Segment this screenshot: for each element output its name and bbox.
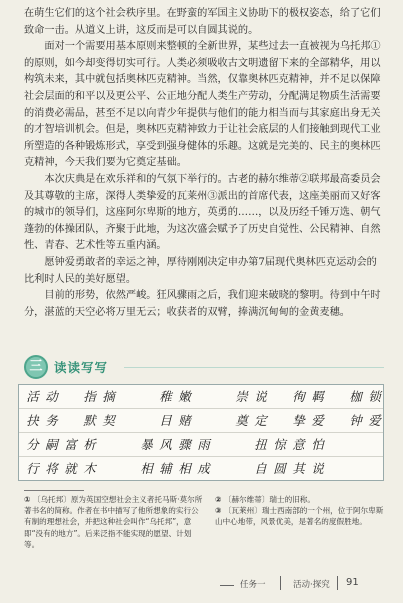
paragraph: 愿钟爱勇敢者的幸运之神，厚待刚刚决定申办第7届现代奥林匹克运动会的比利时人民的美好愿望。 xyxy=(24,256,377,285)
grid-character: 指 xyxy=(83,389,96,404)
grid-character: 圆 xyxy=(273,461,286,476)
footnote-text: 〔赫尔维蒂〕瑞士的旧称。 xyxy=(223,495,315,504)
grid-character: 爱 xyxy=(368,413,381,428)
grid-character: 务 xyxy=(45,413,58,428)
section-title: 读读写写 xyxy=(54,360,109,375)
page-footer xyxy=(0,578,403,592)
footnote-mark: ② xyxy=(215,495,222,504)
footer-divider xyxy=(280,576,281,590)
grid-row xyxy=(19,457,383,481)
footnote-text: 〔乌托邦〕原为英国空想社会主义者托马斯·莫尔所著书名的简称。作者在书中描写了他所想象的实行公有制的理想社会，并把这种社会叫作“乌托邦”，意即“没有的地方”。后来泛指不能实现的愿望、计划等。 xyxy=(24,495,203,549)
body-text xyxy=(24,6,384,321)
footnote-mark: ① xyxy=(24,495,31,504)
footer-mark xyxy=(220,585,234,586)
grid-character: 自 xyxy=(254,461,267,476)
grid-character: 嗣 xyxy=(45,437,58,452)
footer-unit: 任务一 xyxy=(240,580,266,590)
grid-character: 意 xyxy=(292,437,305,452)
grid-row xyxy=(19,409,383,433)
grid-character: 就 xyxy=(64,461,77,476)
grid-character: 抉 xyxy=(26,413,39,428)
grid-character: 摘 xyxy=(102,389,115,404)
grid-character: 锁 xyxy=(368,389,381,404)
grid-character: 相 xyxy=(178,461,191,476)
grid-character: 风 xyxy=(159,437,172,452)
grid-character: 暴 xyxy=(140,437,153,452)
divider xyxy=(124,367,384,368)
paragraph: 在萌生它们的这个社会秩序里。在野蛮的军国主义协助下的极权姿态，给了它们致命一击。从道义上讲，这反而是可以自圆其说的。 xyxy=(24,8,381,36)
grid-character: 挚 xyxy=(292,413,305,428)
grid-character: 嫩 xyxy=(178,389,191,404)
grid-character: 雨 xyxy=(197,437,210,452)
section-number-badge: 三 xyxy=(24,355,48,379)
paragraph: 本次庆典是在欢乐祥和的气氛下举行的。古老的赫尔维蒂②联邦最高委员会及其尊敬的主席，深得人类挚爱的瓦莱州③派出的首席代表，这座美丽而又好客的城市的领导们，这座阿尔卑斯的地方，英勇的……，以及历经千锤万选、朝气蓬勃的体操团队，齐聚于此地，为这次盛会赋予了历史自觉性、公民精神、自然性、青春、艺术性等五重内涵。 xyxy=(24,173,381,252)
grid-character: 动 xyxy=(45,389,58,404)
grid-row xyxy=(19,433,383,457)
grid-character: 辅 xyxy=(159,461,172,476)
paragraph: 面对一个需要用基本原则来整顿的全新世界，某些过去一直被视为乌托邦①的原则，如今却变得切实可行。人类必须吸收古文明遗留下来的全部精华，用以构筑未来，其中就包括奥林匹克精神。当然，仅靠奥林匹克精神，并不足以保障社会层面的和平以及更公平、公正地分配人类生产劳动，分配满足物质生活需要的消费必需品，甚至不足以向青少年提供与他们的能力相当而与其家庭出身无关的才智培训机会。但是，奥林匹克精神致力于让社会底层的人们接触到现代工业所塑造的各种锻炼形式，享受到强身健体的乐趣。这就是完美的、民主的奥林匹克精神，今天我们要为它奠定基础。 xyxy=(24,41,381,169)
grid-character: 分 xyxy=(26,437,39,452)
vocabulary-grid xyxy=(18,384,384,481)
grid-character: 目 xyxy=(159,413,172,428)
grid-character: 说 xyxy=(311,461,324,476)
footer-divider xyxy=(337,576,338,590)
grid-character: 默 xyxy=(83,413,96,428)
grid-character: 相 xyxy=(140,461,153,476)
footer-activity: 活动·探究 xyxy=(293,580,330,590)
paragraph: 目前的形势，依然严峻。狂风骤雨之后，我们迎来破晓的黎明。待到中午时分，湛蓝的天空必将万里无云；收获者的双臂，捧满沉甸甸的金黄麦穗。 xyxy=(24,290,381,318)
grid-character: 奠 xyxy=(235,413,248,428)
grid-character: 富 xyxy=(64,437,77,452)
footnote-2-3 xyxy=(215,494,385,528)
grid-character: 赌 xyxy=(178,413,191,428)
grid-character: 行 xyxy=(26,461,39,476)
footnote-mark: ③ xyxy=(215,506,222,516)
grid-character: 其 xyxy=(292,461,305,476)
grid-character: 崇 xyxy=(235,389,248,404)
grid-row xyxy=(19,385,383,409)
grid-character: 稚 xyxy=(159,389,172,404)
footnote-1 xyxy=(24,494,204,550)
grid-character: 钟 xyxy=(349,413,362,428)
grid-character: 木 xyxy=(83,461,96,476)
grid-character: 析 xyxy=(83,437,96,452)
grid-character: 羁 xyxy=(311,389,324,404)
grid-character: 惊 xyxy=(273,437,286,452)
footnote-divider xyxy=(24,490,84,491)
grid-character: 爱 xyxy=(311,413,324,428)
grid-character: 活 xyxy=(26,389,39,404)
grid-character: 说 xyxy=(254,389,267,404)
grid-character: 定 xyxy=(254,413,267,428)
grid-character: 契 xyxy=(102,413,115,428)
grid-character: 枷 xyxy=(349,389,362,404)
page-number: 91 xyxy=(346,577,359,588)
grid-character: 将 xyxy=(45,461,58,476)
grid-character: 怕 xyxy=(311,437,324,452)
grid-character: 徇 xyxy=(292,389,305,404)
grid-character: 成 xyxy=(197,461,210,476)
footnote-text: 〔瓦莱州〕瑞士西南部的一个州，位于阿尔卑斯山中心地带，风景优美，是著名的度假胜地。 xyxy=(215,506,384,527)
grid-character: 扭 xyxy=(254,437,267,452)
section-header xyxy=(24,355,384,381)
grid-character: 骤 xyxy=(178,437,191,452)
